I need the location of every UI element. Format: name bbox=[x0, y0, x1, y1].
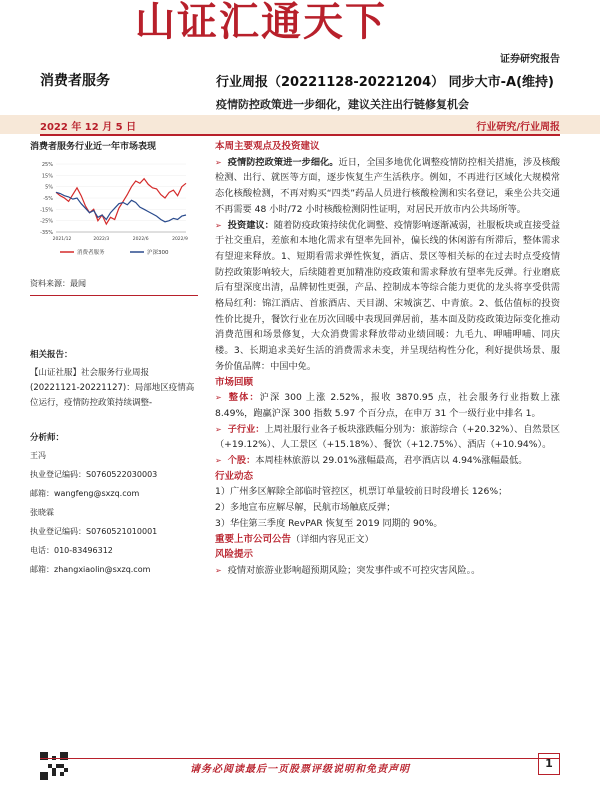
section-title: 市场回顾 bbox=[215, 376, 254, 388]
analysts-heading: 分析师： bbox=[30, 433, 65, 443]
para-lead: 个股： bbox=[227, 455, 256, 467]
news-item: 2）多地宣布应解尽解，民航市场触底反弹； bbox=[215, 502, 396, 514]
para-text: 近日，全国多地优化调整疫情防控相关措施，涉及核酸检测、出行、就医等方面，逐步恢复生产生活秩序。例如，不再进行区域化大规模常态化核酸检测，不再对购买“四类”药品人员进行核酸检测和实名登记，乘坐公共交通不再需要 48 小时/72 小时核酸检测阴性证明，对居民开放市内公共场所等。 bbox=[215, 156, 561, 215]
x-tick-label: 2022/9 bbox=[172, 237, 188, 242]
y-tick-label: 25% bbox=[41, 162, 53, 168]
section-title: 行业动态 bbox=[215, 470, 254, 482]
section-title-row bbox=[215, 532, 560, 548]
bullet-icon: ➢ bbox=[215, 220, 222, 230]
legend-label: 沪深300 bbox=[147, 250, 169, 256]
chart-source: 资料来源：最闻 bbox=[30, 279, 86, 288]
bullet-icon: ➢ bbox=[215, 456, 222, 466]
performance-chart bbox=[30, 156, 198, 258]
main-content bbox=[215, 139, 560, 579]
sidebar-divider bbox=[30, 295, 198, 296]
report-type-label: 证券研究报告 bbox=[500, 54, 560, 65]
para-text: 沪深 300 上涨 2.52%，报收 3870.95 点，社会服务行业指数上涨 8.49%，跑赢沪深 300 指数 5.97 个百分点，在申万 31 个一级行业中排名 1。 bbox=[215, 392, 560, 419]
related-heading: 相关报告： bbox=[30, 350, 73, 360]
report-title: 行业周报（20221128-20221204） 同步大市-A(维持) bbox=[216, 75, 554, 90]
x-tick-label: 2021/12 bbox=[52, 237, 72, 242]
section-title: 本周主要观点及投资建议 bbox=[215, 141, 320, 152]
bullet-icon: ➢ bbox=[215, 565, 222, 575]
analyst-phone: 电话：010-83496312 bbox=[30, 546, 113, 555]
chart-title: 消费者服务行业近一年市场表现 bbox=[30, 142, 157, 152]
bullet-icon: ➢ bbox=[215, 157, 222, 167]
bullet-icon: ➢ bbox=[215, 424, 222, 434]
header-divider bbox=[40, 134, 560, 136]
related-report-link[interactable]: 【山证社服】社会服务行业周报(20221121-20221127)：局部地区疫情高位运行，疫情防控政策持续调整- bbox=[30, 368, 195, 408]
para-text: 随着防疫政策持续优化调整、疫情影响逐渐减弱，社服板块或直接受益于社交重启，差旅和本地化需求有望率先回补，偏长线的休闲游有所滞后，整体需求有望迎来释放。1、短期看需求弹性恢复，酒店、景区等相关标的在过去时点受疫情防控政策影响较大，后续随着更加精准防疫政策和需求释放有望率先反弹。行业磨底后有望深度出清，品牌韧性更强，产品、控制成本等综合能力更优的龙头将享受供需格局红利：锦江酒店、首旅酒店、天目湖、宋城演艺、中青旅。2、低估值标的投资性价比提升，餐饮行业在历次回暖中表现回弹居前，基本面及防疫政策边际变化推动消费范围和场景修复，大众消费需求释放带动业绩回暖：九毛九、呷哺呷哺、同庆楼。3、长期追求美好生活的消费需求未变，并呈现结构性分化，利好提供场景、服务价值品牌：中国中免。 bbox=[215, 219, 561, 372]
series-line bbox=[56, 179, 186, 224]
news-item: 3）华住第三季度 RevPAR 恢复至 2019 同期的 90%。 bbox=[215, 517, 443, 529]
y-tick-label: -15% bbox=[40, 207, 53, 214]
x-tick-label: 2022/6 bbox=[132, 237, 149, 242]
y-tick-label: 5% bbox=[45, 184, 53, 191]
para-lead: 疫情防控政策进一步细化。 bbox=[227, 156, 339, 168]
report-date: 2022 年 12 月 5 日 bbox=[40, 122, 137, 133]
paragraph bbox=[215, 422, 560, 453]
para-text: 本周桂林旅游以 29.01%涨幅最高，君亭酒店以 4.94%涨幅最低。 bbox=[255, 455, 528, 467]
legend-label: 消费者服务 bbox=[77, 250, 105, 256]
y-tick-label: -5% bbox=[43, 196, 53, 202]
sidebar bbox=[30, 138, 198, 576]
x-tick-label: 2022/3 bbox=[93, 237, 110, 242]
para-text: 疫情对旅游业影响超预期风险；突发事件或不可控灾害风险。。 bbox=[227, 564, 481, 576]
report-subtitle: 疫情防控政策进一步细化，建议关注出行链修复机会 bbox=[216, 98, 469, 111]
chart-svg bbox=[30, 156, 198, 258]
analyst-email[interactable]: 邮箱：zhangxiaolin@sxzq.com bbox=[30, 565, 151, 574]
analyst-cert: 执业登记编码：S0760522030003 bbox=[30, 470, 158, 479]
footer-divider bbox=[40, 758, 560, 759]
report-category: 行业研究/行业周报 bbox=[476, 122, 560, 133]
sector-name: 消费者服务 bbox=[40, 73, 110, 89]
para-lead: 整体： bbox=[227, 392, 260, 404]
page-number: 1 bbox=[538, 753, 560, 775]
section-note: （详细内容见正文） bbox=[291, 533, 374, 545]
para-lead: 投资建议： bbox=[227, 219, 274, 231]
y-tick-label: -35% bbox=[40, 230, 53, 236]
paragraph bbox=[215, 155, 560, 218]
analyst-name: 张晓霖 bbox=[30, 508, 54, 517]
y-tick-label: -25% bbox=[40, 218, 53, 225]
paragraph bbox=[215, 390, 560, 421]
news-item: 1）广州多区解除全部临时管控区，机票订单量较前日时段增长 126%； bbox=[215, 486, 508, 498]
y-tick-label: 15% bbox=[41, 173, 53, 180]
section-title: 重要上市公司公告 bbox=[215, 533, 292, 545]
para-lead: 子行业： bbox=[227, 423, 265, 435]
analyst-email[interactable]: 邮箱：wangfeng@sxzq.com bbox=[30, 489, 140, 498]
paragraph bbox=[215, 218, 560, 375]
paragraph bbox=[215, 563, 560, 579]
paragraph bbox=[215, 453, 560, 469]
company-logo: 山证汇通天下 bbox=[135, 0, 387, 44]
analyst-cert: 执业登记编码：S0760521010001 bbox=[30, 527, 158, 536]
section-title: 风险提示 bbox=[215, 549, 254, 561]
analyst-name: 王冯 bbox=[30, 451, 46, 460]
para-text: 上周社服行业各子板块涨跌幅分别为：旅游综合（+20.32%）、自然景区（+19.12%）、人工景区（+15.18%）、餐饮（+12.75%）、酒店（+10.94%）。 bbox=[215, 423, 560, 451]
footer-disclaimer: 请务必阅读最后一页股票评级说明和免责声明 bbox=[190, 764, 410, 775]
bullet-icon: ➢ bbox=[215, 393, 222, 403]
